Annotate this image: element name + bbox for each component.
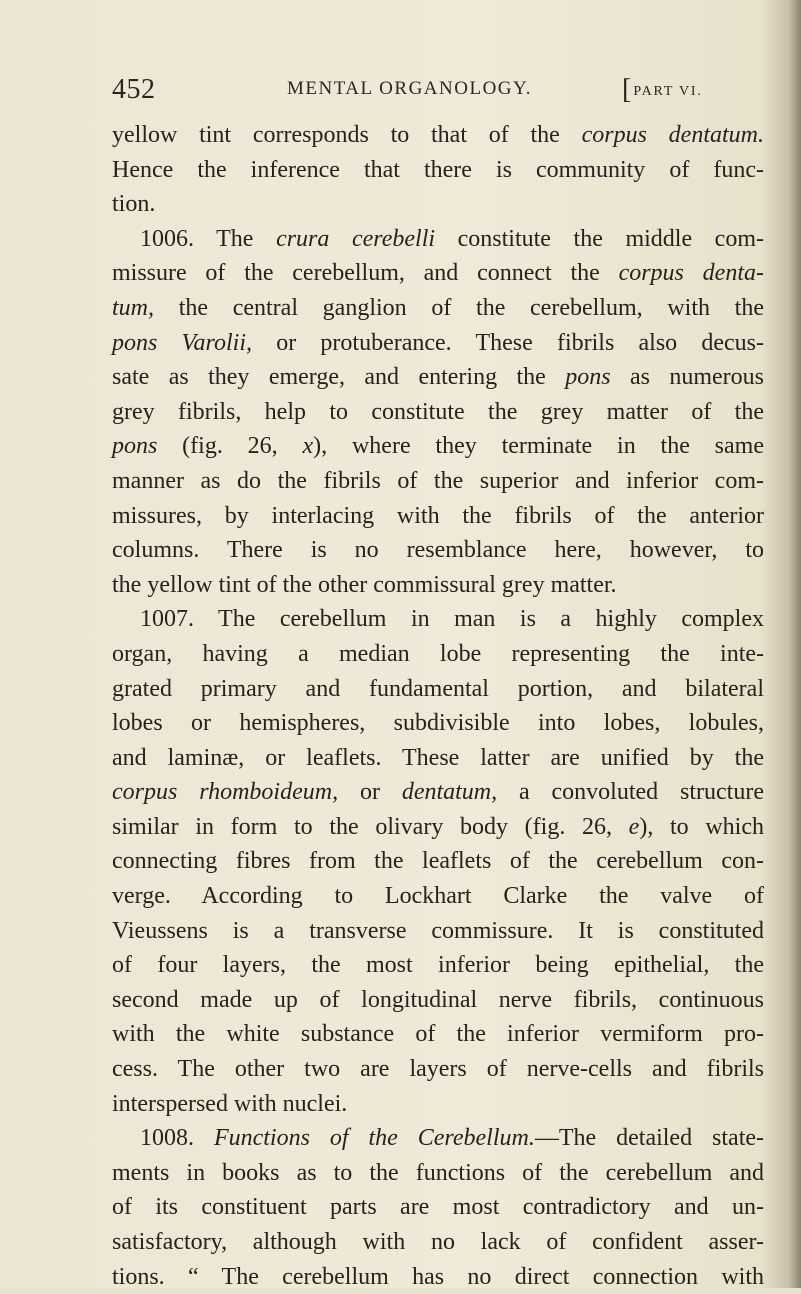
text-run: or protuberance. These fibrils also decus- — [252, 329, 765, 356]
text-line — [112, 429, 764, 464]
text-line — [112, 1190, 764, 1225]
text-run: a convoluted structure — [497, 779, 764, 806]
text-line — [112, 1260, 764, 1294]
text-run: manner as do the fibrils of the superior and inferior com- — [112, 467, 764, 494]
text-line — [112, 1087, 764, 1122]
text-run: interspersed with nuclei. — [112, 1090, 348, 1117]
text-line — [112, 326, 764, 361]
text-line — [112, 533, 764, 568]
text-run: —The detailed state- — [534, 1125, 765, 1152]
text-run: second made up of longitudinal nerve fibrils, continuous — [112, 986, 764, 1013]
text-run: satisfactory, although with no lack of confident asser- — [112, 1229, 764, 1255]
text-run: or — [338, 779, 402, 806]
italic-text-run: corpus dentatum. — [581, 122, 765, 148]
text-line — [112, 568, 764, 603]
text-run: 1006. The — [140, 225, 277, 252]
text-run: 1008. — [140, 1125, 214, 1152]
text-line — [112, 1052, 764, 1087]
text-run: 1007. The cerebellum in man is a highly complex — [140, 606, 764, 633]
text-run: as numerous — [610, 364, 764, 391]
text-line — [112, 464, 764, 499]
text-run: ments in books as to the functions of the cerebellum and — [112, 1159, 764, 1186]
text-line — [112, 1156, 764, 1191]
text-run: cess. The other two are layers of nerve-cells and fibrils — [112, 1056, 764, 1083]
italic-text-run: pons — [112, 433, 158, 460]
text-run: grated primary and fundamental portion, and bilateral — [112, 675, 764, 702]
text-run: yellow tint corresponds to that of the — [112, 122, 582, 148]
text-run: columns. There is no resemblance here, however, to — [112, 537, 764, 564]
text-run: organ, having a median lobe representing the inte- — [112, 640, 764, 667]
text-run: Vieussens is a transverse commissure. It is constituted — [112, 917, 764, 944]
text-line — [112, 948, 764, 983]
text-run: and laminæ, or leaflets. These latter are unified by the — [112, 744, 764, 771]
text-run: ), where they terminate in the same — [313, 433, 764, 460]
text-run: similar in form to the olivary body (fig. 26, — [112, 813, 629, 840]
text-line — [112, 914, 764, 949]
italic-text-run: crura cerebelli — [276, 225, 436, 252]
text-line — [112, 360, 764, 395]
text-line — [112, 741, 764, 776]
text-run: tion. — [112, 191, 156, 218]
text-line — [112, 810, 764, 845]
text-line — [112, 1017, 764, 1052]
section-label — [622, 74, 703, 106]
text-line — [112, 187, 764, 222]
text-line — [112, 706, 764, 741]
text-line — [112, 775, 764, 810]
text-run: of four layers, the most inferior being epithelial, the — [112, 952, 764, 979]
text-run: lobes or hemispheres, subdivisible into lobes, lobules, — [112, 710, 764, 737]
section-bracket: [ — [622, 74, 632, 105]
text-line — [112, 672, 764, 707]
italic-text-run: Functions of the Cerebellum. — [213, 1125, 535, 1152]
text-run: the yellow tint of the other commissural grey matter. — [112, 571, 617, 598]
section-label-text: PART VI. — [633, 84, 703, 99]
text-line — [112, 637, 764, 672]
text-run: the central ganglion of the cerebellum, with the — [154, 294, 764, 321]
text-run: with the white substance of the inferior vermiform pro- — [112, 1021, 764, 1048]
italic-text-run: tum, — [112, 294, 154, 321]
text-run: of its constituent parts are most contradictory and un- — [112, 1194, 764, 1221]
text-run: missure of the cerebellum, and connect the — [112, 260, 619, 287]
text-run: ), to which — [639, 813, 764, 840]
text-line — [112, 291, 764, 326]
page-header — [112, 74, 762, 114]
text-line — [112, 499, 764, 534]
italic-text-run: pons — [565, 364, 611, 391]
body-text — [112, 118, 764, 1294]
italic-text-run: pons Varolii, — [112, 329, 253, 356]
italic-text-run: dentatum, — [401, 779, 498, 806]
text-line — [112, 222, 764, 257]
italic-text-run: corpus denta- — [618, 260, 764, 287]
text-run: (fig. 26, — [157, 433, 303, 460]
italic-text-run: corpus rhomboideum, — [112, 779, 339, 806]
text-run: missures, by interlacing with the fibrils of the anterior — [112, 502, 764, 529]
italic-text-run: x — [302, 433, 314, 460]
text-run: verge. According to Lockhart Clarke the valve of — [112, 883, 764, 910]
running-head: MENTAL ORGANOLOGY. — [287, 78, 533, 99]
text-run: grey fibrils, help to constitute the grey matter of the — [112, 398, 764, 425]
text-line — [112, 395, 764, 430]
text-line — [112, 1225, 764, 1260]
text-run: constitute the middle com- — [435, 225, 764, 252]
page-number: 452 — [112, 74, 156, 105]
text-run: connecting fibres from the leaflets of the cerebellum con- — [112, 848, 764, 875]
text-line — [112, 983, 764, 1018]
text-line — [112, 844, 764, 879]
page-edge-shadow — [789, 0, 801, 1288]
text-run: Hence the inference that there is community of func- — [112, 156, 764, 183]
text-line — [112, 118, 764, 153]
text-line — [112, 256, 764, 291]
text-line — [112, 1121, 764, 1156]
text-run: tions. “ The cerebellum has no direct connection with — [112, 1263, 764, 1290]
italic-text-run: e — [628, 813, 640, 840]
text-line — [112, 602, 764, 637]
text-line — [112, 153, 764, 188]
text-run: sate as they emerge, and entering the — [112, 364, 566, 391]
text-line — [112, 879, 764, 914]
